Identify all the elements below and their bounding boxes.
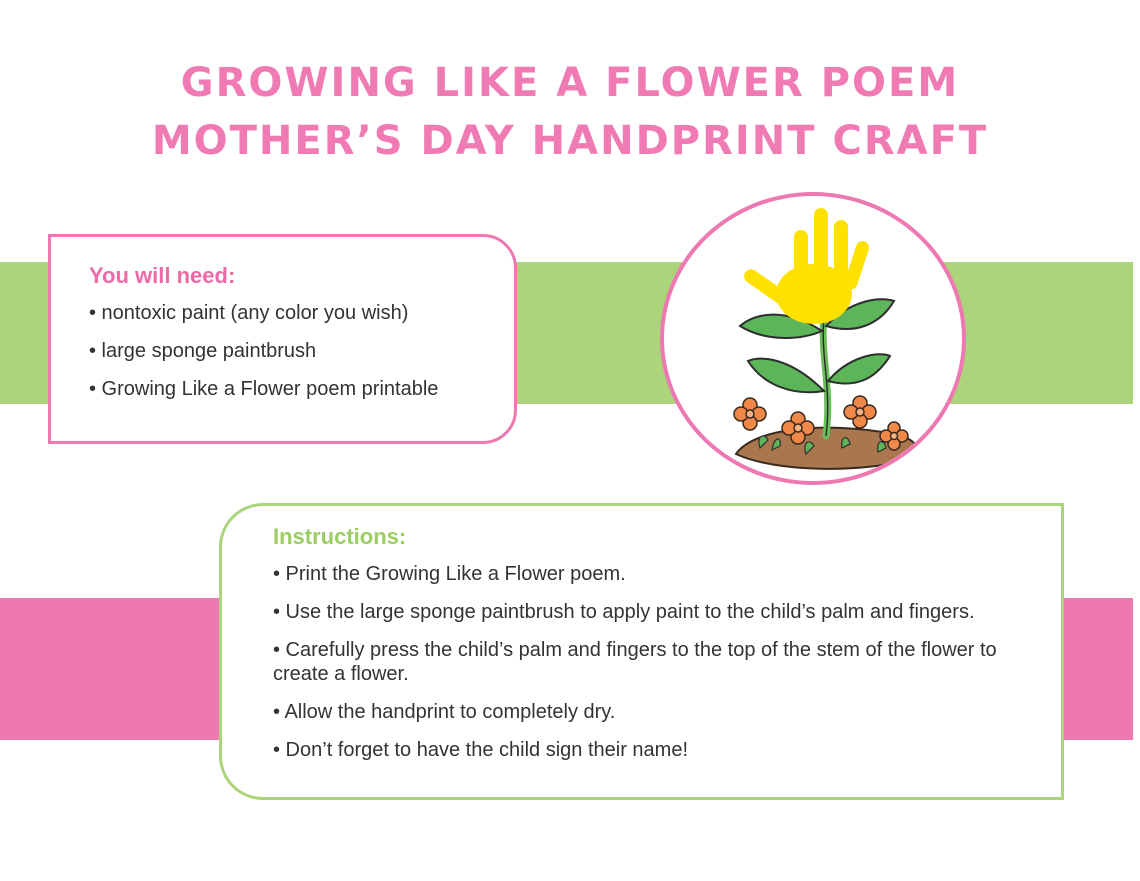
instructions-heading: Instructions: — [273, 524, 407, 549]
supply-item: • Growing Like a Flower poem printable — [89, 378, 439, 400]
instruction-step: • Use the large sponge paintbrush to apply paint to the child’s palm and fingers. — [273, 601, 975, 623]
page-title-line-1: GROWING LIKE A FLOWER POEM — [180, 60, 960, 106]
instruction-step: • Don’t forget to have the child sign their name! — [273, 739, 689, 761]
supplies-card — [48, 234, 517, 444]
page-title-line-2: MOTHER’S DAY HANDPRINT CRAFT — [151, 118, 989, 164]
supply-item: • nontoxic paint (any color you wish) — [89, 302, 409, 324]
handprint-flower-illustration — [660, 192, 966, 485]
instructions-list — [273, 562, 1031, 762]
instructions-card — [219, 503, 1064, 800]
instruction-step: • Allow the handprint to completely dry. — [273, 701, 616, 723]
handprint-flower-icon — [664, 196, 962, 481]
instruction-step: • Print the Growing Like a Flower poem. — [273, 563, 626, 585]
supply-item: • large sponge paintbrush — [89, 340, 317, 362]
supplies-heading: You will need: — [89, 263, 236, 288]
instruction-step: • Carefully press the child’s palm and fingers to the top of the stem of the flower to create a flower. — [273, 639, 997, 685]
supplies-list — [89, 301, 514, 401]
